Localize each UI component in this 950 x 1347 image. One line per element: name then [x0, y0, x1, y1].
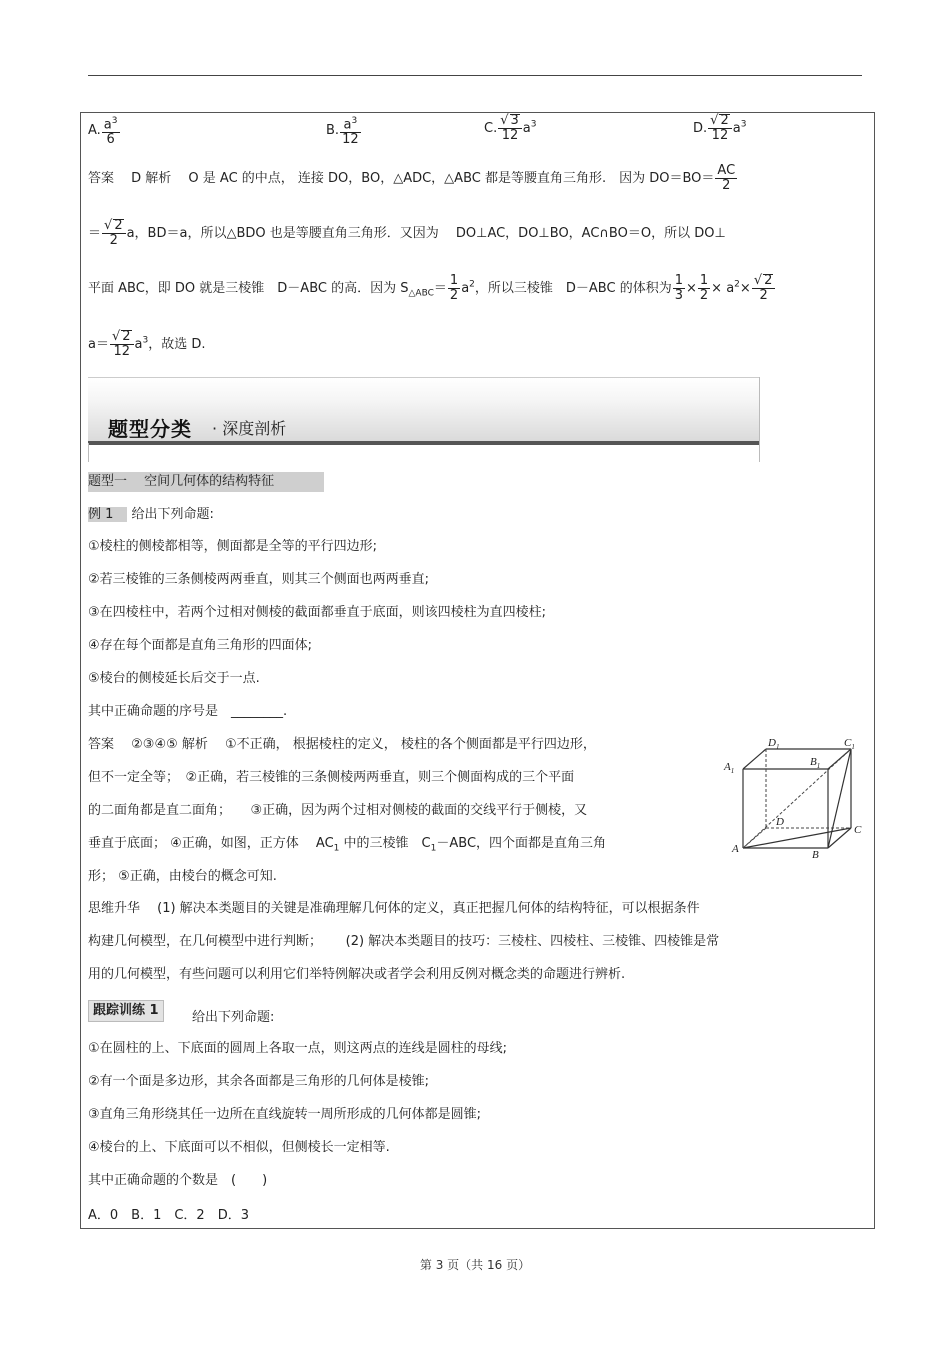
solution-line-1: 答案 ②③④⑤ 解析 ①不正确， 根据棱柱的定义， 棱柱的各个侧面都是平行四边形， — [88, 737, 596, 752]
banner-subtitle: · 深度剖析 — [212, 419, 287, 438]
example-question: 其中正确命题的序号是 ________. — [88, 704, 288, 719]
label-d1: $D_1$ — [768, 737, 780, 751]
choice-b: B. $\frac{a^3}{12}$ — [326, 116, 359, 148]
example-item-3: ③在四棱柱中，若两个过相对侧棱的截面都垂直于底面，则该四棱柱为直四棱柱; — [88, 605, 547, 620]
answer-line-1: 答案 D 解析 O 是 AC 的中点， 连接 DO，BO，△ADC，△ABC 都是等腰直角三角形. 因为 DO＝BO＝ $\frac{AC}{2}$ — [88, 163, 736, 193]
example-item-2: ②若三棱锥的三条侧棱两两垂直，则其三个侧面也两两垂直; — [88, 572, 430, 587]
practice-item-4: ④棱台的上、下底面可以不相似，但侧棱长一定相等. — [88, 1140, 390, 1155]
page-footer: 第 3 页（共 16 页） — [419, 1258, 531, 1272]
insight-line-3: 用的几何模型，有些问题可以利用它们举特例解决或者学会利用反例对概念类的命题进行辨析. — [88, 967, 626, 982]
cube-figure — [720, 732, 866, 860]
practice-intro: 给出下列命题: — [192, 1010, 275, 1025]
answer-line-4: a＝ $\frac{√ 2}{12}$ $a^3$，故选 D. — [88, 329, 206, 359]
insight-line-1: 思维升华 (1) 解决本类题目的关键是准确理解几何体的定义，真正把握几何体的结构特征，可以根据条件 — [88, 901, 700, 916]
choice-c: C. $\frac{√ 3}{12}$ $a^3$ — [484, 113, 537, 143]
label-c1: $C_1$ — [844, 737, 855, 751]
answer-line-3: 平面 ABC，即 DO 就是三棱锥 D－ABC 的高．因为 $S_{\triangle ABC}=$ $\frac{1}{2}$ $a^2$，所以三棱锥 D－ABC 的体积为 $\frac{1}{3}$ × $\frac{1}{2}$ × $a^2\times$ $\frac{√ 2}{2}$ — [88, 274, 776, 303]
solution-line-2: 但不一定全等； ②正确，若三棱锥的三条侧棱两两垂直，则三个侧面构成的三个平面 — [88, 770, 575, 785]
answer-line-2: ＝ $\frac{√ 2}{2}$ a，BD＝a，所以△BDO 也是等腰直角三角形．又因为 DO⊥AC，DO⊥BO，AC∩BO＝O，所以 DO⊥ — [88, 218, 726, 248]
practice-tag: 跟踪训练 1 — [88, 1000, 164, 1022]
example-label: 例 1 — [88, 507, 127, 522]
banner-divider-left — [88, 443, 89, 462]
example-item-5: ⑤棱台的侧棱延长后交于一点. — [88, 671, 260, 686]
banner-title: 题型分类 — [108, 417, 192, 441]
choice-a: A. $\frac{a^3}{6}$ — [88, 116, 118, 148]
practice-question: 其中正确命题的个数是 ( ) — [88, 1173, 268, 1188]
choice-d: D. $\frac{√ 2}{12}$ $a^3$ — [693, 113, 747, 143]
example-heading: 例 1 给出下列命题: — [88, 507, 214, 522]
label-b: B — [812, 849, 819, 860]
label-a: A — [732, 843, 739, 855]
example-item-1: ①棱柱的侧棱都相等，侧面都是全等的平行四边形; — [88, 539, 378, 554]
section-heading: 题型一 空间几何体的结构特征 — [88, 472, 324, 492]
practice-item-3: ③直角三角形绕其任一边所在直线旋转一周所形成的几何体都是圆锥; — [88, 1107, 482, 1122]
label-b1: $B_1$ — [810, 756, 821, 770]
header-rule — [88, 75, 862, 76]
example-item-4: ④存在每个面都是直角三角形的四面体; — [88, 638, 313, 653]
label-c: C — [854, 824, 862, 836]
insight-line-2: 构建几何模型，在几何模型中进行判断； (2) 解决本类题目的技巧：三棱柱、四棱柱、三棱锥、四棱锥是常 — [88, 934, 720, 949]
practice-item-1: ①在圆柱的上、下底面的圆周上各取一点，则这两点的连线是圆柱的母线; — [88, 1041, 508, 1056]
label-a1: $A_1$ — [724, 761, 735, 775]
practice-item-2: ②有一个面是多边形，其余各面都是三角形的几何体是棱锥; — [88, 1074, 430, 1089]
label-d: D — [776, 816, 784, 828]
solution-line-4: 垂直于底面； ④正确，如图，正方体 $AC_1$ 中的三棱锥 $C_1-ABC$，四个面都是直角三角 — [88, 836, 607, 854]
practice-options: A．0 B．1 C．2 D．3 — [88, 1208, 249, 1223]
banner-divider — [759, 377, 760, 462]
solution-line-5: 形； ⑤正确，由棱台的概念可知. — [88, 869, 277, 884]
solution-line-3: 的二面角都是直二面角； ③正确，因为两个过相对侧棱的截面的交线平行于侧棱，又 — [88, 803, 588, 818]
